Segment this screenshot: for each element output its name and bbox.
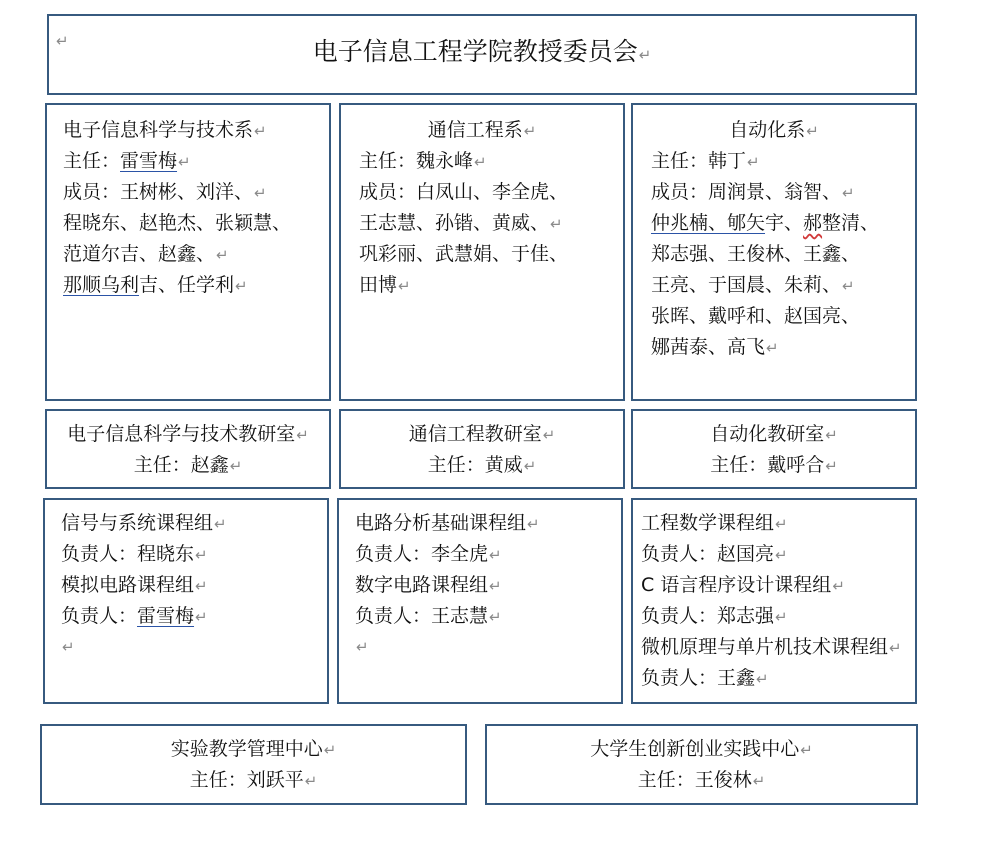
member-line <box>359 270 411 302</box>
group-name-text: 电路分析基础课程组 <box>355 512 527 534</box>
lead-text: 负责人：王志慧 <box>355 605 489 627</box>
department-name-text: 自动化系 <box>729 119 806 141</box>
paragraph-mark: ↵ <box>195 577 208 595</box>
center-director <box>487 765 916 797</box>
room-director <box>341 450 623 482</box>
paragraph-mark: ↵ <box>775 546 788 564</box>
center-box-experiment <box>40 724 467 805</box>
room-name-text: 自动化教研室 <box>710 423 825 445</box>
member-text: 王志慧、孙锴、黄威、 <box>359 212 550 234</box>
paragraph-mark: ↵ <box>766 339 779 357</box>
member-line <box>359 208 563 240</box>
director-name: 雷雪梅 <box>120 150 178 172</box>
center-name-text: 大学生创新创业实践中心 <box>590 738 800 760</box>
department-director <box>651 146 760 178</box>
paragraph-mark: ↵ <box>523 457 537 475</box>
member-line <box>359 177 568 208</box>
room-box-automation <box>631 409 917 489</box>
member-text: 程晓东、赵艳杰、张颖慧、 <box>63 212 292 234</box>
director-label: 主任： <box>63 150 121 172</box>
member-text: 整清、 <box>822 212 880 234</box>
course-group-name <box>61 508 227 540</box>
paragraph-mark: ↵ <box>832 577 845 595</box>
group-name-text: 模拟电路课程组 <box>61 574 195 596</box>
paragraph-mark: ↵ <box>195 546 208 564</box>
center-director-text: 主任：王俊林 <box>637 769 752 791</box>
course-group-lead <box>355 539 502 571</box>
paragraph-mark: ↵ <box>195 608 208 626</box>
course-group-name <box>641 570 845 602</box>
member-line <box>651 301 860 332</box>
header-box <box>47 14 917 95</box>
paragraph-mark: ↵ <box>323 741 337 759</box>
paragraph-mark: ↵ <box>775 515 788 533</box>
group-name-text: 微机原理与单片机技术课程组 <box>641 636 889 658</box>
course-group-lead <box>641 539 788 571</box>
department-director <box>63 146 191 178</box>
group-name-text: C 语言程序设计课程组 <box>641 574 832 596</box>
paragraph-mark: ↵ <box>527 515 540 533</box>
department-box-electronic <box>45 103 331 401</box>
lead-name: 程晓东 <box>137 543 195 565</box>
paragraph-mark: ↵ <box>825 457 838 475</box>
course-groups-electronic <box>43 498 329 704</box>
center-name <box>487 734 916 766</box>
lead-name: 雷雪梅 <box>137 605 195 627</box>
member-text: 郑志强、王俊林、王鑫、 <box>651 243 861 265</box>
member-line <box>651 208 879 239</box>
paragraph-mark: ↵ <box>62 638 75 656</box>
department-director <box>359 146 487 178</box>
course-group-name <box>61 570 208 602</box>
center-director <box>42 765 465 797</box>
paragraph-mark: ↵ <box>296 426 309 444</box>
room-director-text: 主任：黄威 <box>427 454 523 476</box>
paragraph-mark: ↵ <box>825 426 838 444</box>
course-group-lead <box>61 539 208 571</box>
group-name-text: 数字电路课程组 <box>355 574 489 596</box>
paragraph-mark: ↵ <box>842 277 855 295</box>
department-name-text: 通信工程系 <box>427 119 523 141</box>
member-line <box>651 332 779 364</box>
member-text: 巩彩丽、武慧娟、于佳、 <box>359 243 569 265</box>
lead-text: 负责人：李全虎 <box>355 543 489 565</box>
director-text: 主任：韩丁 <box>651 150 747 172</box>
director-text: 主任：魏永峰 <box>359 150 474 172</box>
room-name-text: 通信工程教研室 <box>408 423 542 445</box>
paragraph-mark: ↵ <box>752 772 766 790</box>
department-name <box>63 115 267 147</box>
committee-title <box>49 36 915 71</box>
member-text: 那顺乌利 <box>63 274 140 296</box>
paragraph-mark: ↵ <box>523 122 537 140</box>
member-text: 范道尔吉、赵鑫、 <box>63 243 216 265</box>
center-director-text: 主任：刘跃平 <box>189 769 304 791</box>
room-name-text: 电子信息科学与技术教研室 <box>67 423 296 445</box>
member-text: 张晖、戴呼和、赵国亮、 <box>651 305 861 327</box>
paragraph-mark: ↵ <box>889 639 902 657</box>
room-box-electronic <box>45 409 331 489</box>
paragraph-mark: ↵ <box>550 215 563 233</box>
group-name-text: 工程数学课程组 <box>641 512 775 534</box>
paragraph-mark: ↵ <box>216 246 229 264</box>
paragraph-mark: ↵ <box>542 426 556 444</box>
paragraph-mark: ↵ <box>56 32 69 50</box>
department-box-automation <box>631 103 917 401</box>
member-text: 宇、 <box>765 212 804 234</box>
lead-text: 负责人：郑志强 <box>641 605 775 627</box>
member-text: 仲兆楠、郇矢 <box>651 212 766 234</box>
paragraph-mark: ↵ <box>214 515 227 533</box>
member-line <box>63 177 267 209</box>
room-director <box>47 450 329 482</box>
member-text: 成员：白凤山、李全虎、 <box>359 181 569 203</box>
department-name <box>633 115 915 147</box>
member-line <box>359 239 568 270</box>
department-name-text: 电子信息科学与技术系 <box>63 119 254 141</box>
member-line <box>63 270 248 302</box>
course-group-name <box>355 508 540 540</box>
paragraph-mark: ↵ <box>304 772 318 790</box>
paragraph-mark: ↵ <box>800 741 813 759</box>
member-text: 田博 <box>359 274 398 296</box>
course-group-name <box>641 508 788 540</box>
paragraph-mark: ↵ <box>474 153 487 171</box>
department-box-communication <box>339 103 625 401</box>
department-name <box>341 115 623 147</box>
member-line <box>651 270 855 302</box>
room-director-text: 主任：赵鑫 <box>133 454 229 476</box>
paragraph-mark: ↵ <box>178 153 191 171</box>
room-director-text: 主任：戴呼合 <box>710 454 825 476</box>
group-name-text: 信号与系统课程组 <box>61 512 214 534</box>
paragraph-mark: ↵ <box>638 46 652 64</box>
course-group-name <box>641 632 902 664</box>
member-text: 娜茜泰、高飞 <box>651 336 766 358</box>
lead-text: 负责人：王鑫 <box>641 667 756 689</box>
paragraph-mark: ↵ <box>775 608 788 626</box>
paragraph-mark: ↵ <box>806 122 819 140</box>
course-group-lead <box>641 663 769 695</box>
member-text: 吉、任学利 <box>139 274 235 296</box>
paragraph-mark: ↵ <box>254 122 267 140</box>
paragraph-mark: ↵ <box>489 608 502 626</box>
paragraph-mark: ↵ <box>356 638 369 656</box>
room-box-communication <box>339 409 625 489</box>
lead-label: 负责人： <box>61 605 138 627</box>
paragraph-mark: ↵ <box>229 457 243 475</box>
lead-label: 负责人： <box>61 543 138 565</box>
room-name <box>341 419 623 451</box>
member-text: 郝 <box>803 212 823 234</box>
course-groups-communication <box>337 498 623 704</box>
member-line <box>63 239 229 271</box>
course-group-lead <box>355 601 502 633</box>
member-text: 王亮、于国晨、朱莉、 <box>651 274 842 296</box>
member-line <box>651 177 855 209</box>
course-group-lead <box>61 601 208 633</box>
room-director <box>633 450 915 482</box>
center-name <box>42 734 465 766</box>
member-text: 成员：周润景、翁智、 <box>651 181 842 203</box>
paragraph-mark: ↵ <box>747 153 760 171</box>
paragraph-mark: ↵ <box>235 277 248 295</box>
room-name <box>47 419 329 451</box>
paragraph-mark: ↵ <box>756 670 769 688</box>
lead-text: 负责人：赵国亮 <box>641 543 775 565</box>
member-text: 成员：王树彬、刘洋、 <box>63 181 254 203</box>
center-name-text: 实验教学管理中心 <box>170 738 323 760</box>
paragraph-mark: ↵ <box>254 184 267 202</box>
course-group-lead <box>641 601 788 633</box>
member-line <box>651 239 860 270</box>
committee-title-text: 电子信息工程学院教授委员会 <box>312 37 638 66</box>
paragraph-mark: ↵ <box>489 546 502 564</box>
room-name <box>633 419 915 451</box>
course-group-name <box>355 570 502 602</box>
member-line <box>63 208 291 239</box>
course-groups-automation <box>631 498 917 704</box>
center-box-innovation <box>485 724 918 805</box>
paragraph-mark: ↵ <box>842 184 855 202</box>
paragraph-mark: ↵ <box>398 277 411 295</box>
paragraph-mark: ↵ <box>489 577 502 595</box>
